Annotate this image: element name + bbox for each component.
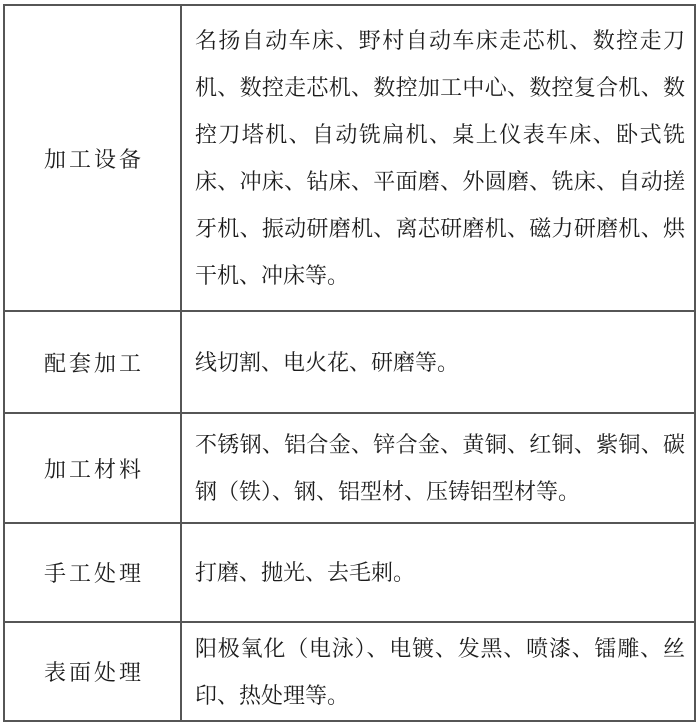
table-row-content-processing-materials [180, 412, 694, 522]
table-row-content-supporting-processing [180, 310, 694, 412]
row-content-text: 阳极氧化（电泳）、电镀、发黑、喷漆、镭雕、丝印、热处理等。 [195, 635, 685, 708]
row-content-text: 不锈钢、铝合金、锌合金、黄铜、红铜、紫铜、碳钢（铁）、钢、铝型材、压铸铝型材等。 [195, 432, 685, 504]
row-label-text: 配套加工 [43, 350, 144, 376]
row-label-text: 手工处理 [43, 561, 144, 586]
table-row-label-supporting-processing [5, 310, 180, 412]
row-label-text: 加工设备 [43, 146, 144, 172]
row-content-text: 线切割、电火花、研磨等。 [195, 349, 460, 375]
table-row-content-manual-processing [180, 522, 694, 621]
row-content-text: 名扬自动车床、野村自动车床走芯机、数控走刀机、数控走芯机、数控加工中心、数控复合机、数控刀塔机、自动铣扁机、桌上仪表车床、卧式铣床、冲床、钻床、平面磨、外圆磨、铣床、自动搓牙机、振动研磨机、离芯研磨机、磁力研磨机、烘干机、冲床等。 [195, 28, 685, 288]
table-row-label-surface-treatment [5, 621, 180, 720]
table-row-content-surface-treatment [180, 621, 694, 720]
capability-spec-table [3, 4, 696, 722]
row-content-text: 打磨、抛光、去毛刺。 [195, 560, 416, 585]
row-label-text: 表面处理 [43, 660, 144, 685]
table-row-label-manual-processing [5, 522, 180, 621]
table-row-label-processing-equipment [5, 6, 180, 310]
table-row-content-processing-equipment [180, 6, 694, 310]
table-row-label-processing-materials [5, 412, 180, 522]
row-label-text: 加工材料 [43, 456, 144, 482]
